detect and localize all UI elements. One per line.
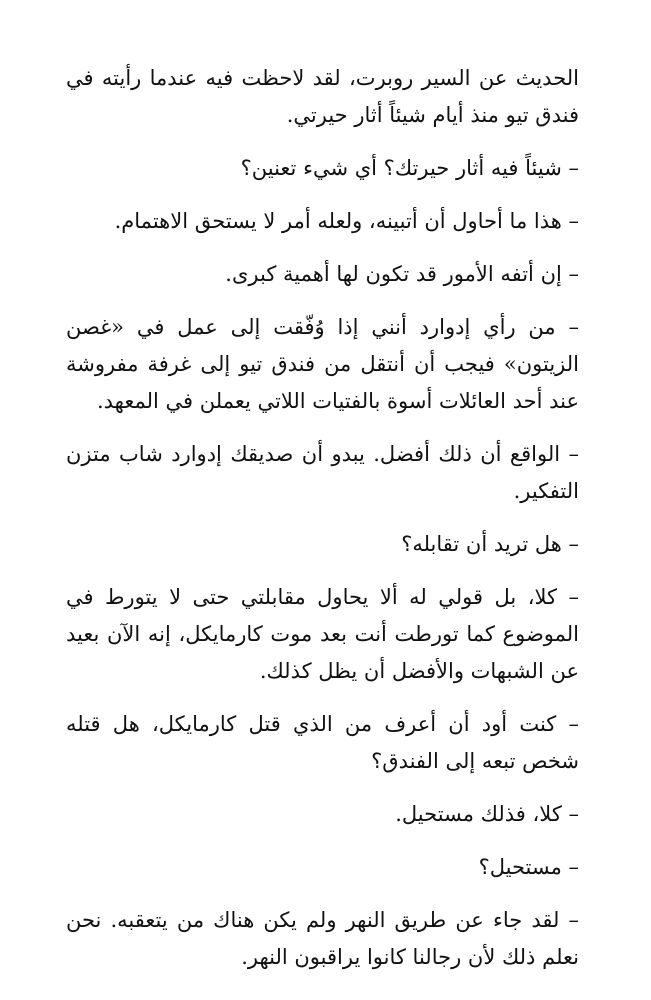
- dialogue-line: – من رأي إدوارد أنني إذا وُفّقت إلى عمل في «غصن الزيتون» فيجب أن أنتقل من فندق تيو إلى غرفة مفروشة عند أحد العائلات أسوة بالفتيات اللاتي يعملن في المعهد.: [66, 315, 579, 413]
- dialogue-line: – شيئاً فيه أثار حيرتك؟ أي شيء تعنين؟: [240, 156, 579, 180]
- dialogue-line: – هل تريد أن تقابله؟: [401, 532, 579, 556]
- dialogue-line: – مستحيل؟: [478, 855, 579, 879]
- paragraph-narration: الحديث عن السير روبرت، لقد لاحظت فيه عندما رأيته في فندق تيو منذ أيام شيئاً أثار حيرتي.: [66, 66, 579, 127]
- dialogue-line: – كلا، بل قولي له ألا يحاول مقابلتي حتى لا يتورط في الموضوع كما تورطت أنت بعد موت كارمايكل، إنه الآن بعيد عن الشبهات والأفضل أن يظل كذلك.: [66, 585, 579, 683]
- dialogue-line: – كلا، فذلك مستحيل.: [395, 802, 579, 826]
- dialogue-line: – لقد جاء عن طريق النهر ولم يكن هناك من يتعقبه. نحن نعلم ذلك لأن رجالنا كانوا يراقبون النهر.: [66, 908, 579, 969]
- dialogue-line: – هذا ما أحاول أن أتبينه، ولعله أمر لا يستحق الاهتمام.: [114, 209, 579, 233]
- dialogue-line: – إن أتفه الأمور قد تكون لها أهمية كبرى.: [225, 262, 579, 286]
- dialogue-line: – الواقع أن ذلك أفضل. يبدو أن صديقك إدوارد شاب متزن التفكير.: [66, 442, 579, 503]
- dialogue-line: – كنت أود أن أعرف من الذي قتل كارمايكل، هل قتله شخص تبعه إلى الفندق؟: [66, 712, 579, 773]
